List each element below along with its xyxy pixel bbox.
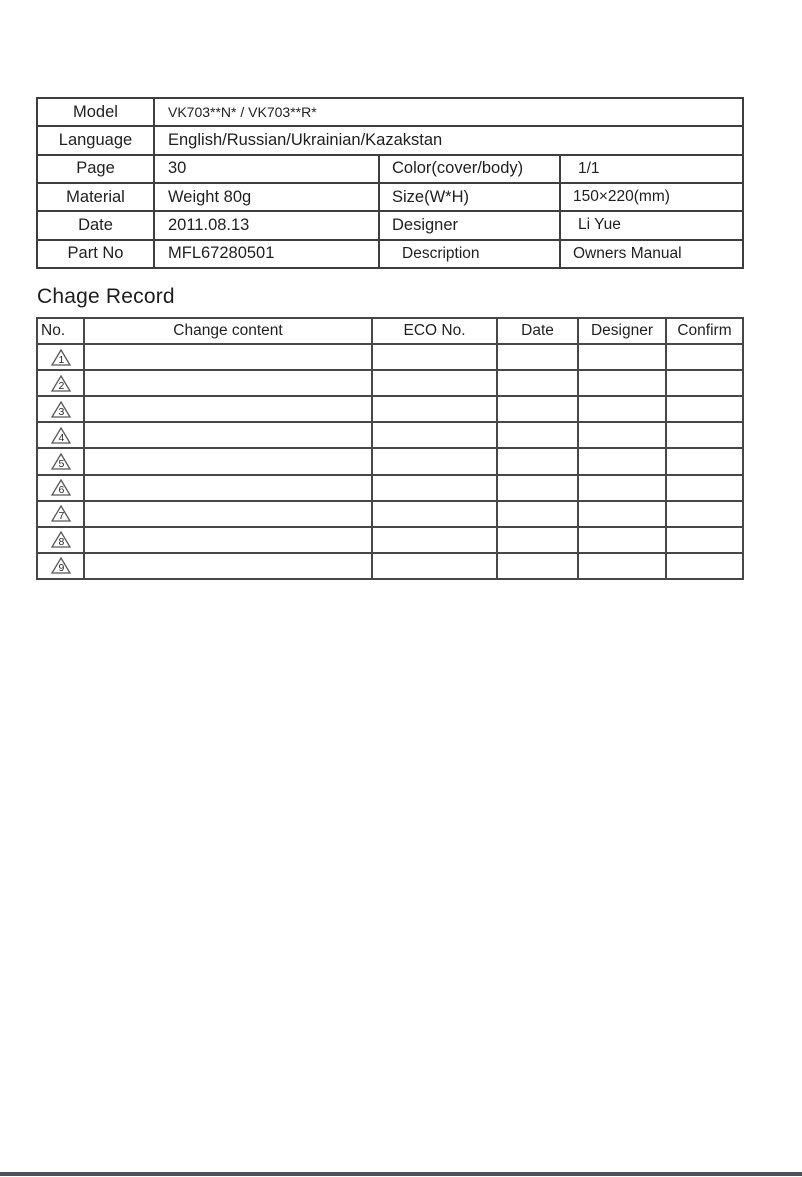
- spec-value-description: Owners Manual: [560, 240, 743, 268]
- designer-cell: [578, 448, 666, 474]
- designer-cell: [578, 527, 666, 553]
- revision-number-cell: [37, 501, 84, 527]
- revision-number-cell: [37, 527, 84, 553]
- date-cell: [497, 527, 578, 553]
- revision-triangle-icon: [51, 349, 71, 366]
- revision-number: 9: [57, 562, 64, 575]
- table-row: [37, 240, 743, 268]
- eco-no-cell: [372, 527, 497, 553]
- date-cell: [497, 501, 578, 527]
- spec-label-material: Material: [37, 183, 154, 211]
- revision-number: 6: [57, 484, 64, 497]
- table-row: [37, 475, 743, 501]
- spec-value-designer: Li Yue: [560, 211, 743, 239]
- table-row: [37, 396, 743, 422]
- change-content-cell: [84, 501, 372, 527]
- revision-number: 4: [57, 432, 64, 444]
- spec-value-material: Weight 80g: [154, 183, 379, 211]
- spec-label-page: Page: [37, 155, 154, 183]
- revision-number: 8: [57, 536, 64, 549]
- revision-number: 1: [57, 353, 64, 366]
- designer-cell: [578, 396, 666, 422]
- table-row: [37, 183, 743, 211]
- revision-number-cell: [37, 344, 84, 370]
- revision-triangle-icon: [51, 453, 71, 470]
- designer-cell: [578, 475, 666, 501]
- revision-triangle-icon: [51, 557, 71, 574]
- change-content-cell: [84, 448, 372, 474]
- change-content-cell: [84, 396, 372, 422]
- spec-label-model: Model: [37, 98, 154, 126]
- header-designer: Designer: [578, 318, 666, 344]
- table-row: [37, 553, 743, 579]
- spec-value-language: English/Russian/Ukrainian/Kazakstan: [154, 126, 743, 154]
- designer-cell: [578, 370, 666, 396]
- eco-no-cell: [372, 422, 497, 448]
- change-content-cell: [84, 344, 372, 370]
- designer-cell: [578, 553, 666, 579]
- table-row: [37, 211, 743, 239]
- revision-number-cell: [37, 553, 84, 579]
- designer-cell: [578, 344, 666, 370]
- revision-triangle-icon: [51, 505, 71, 522]
- header-confirm: Confirm: [666, 318, 743, 344]
- change-content-cell: [84, 370, 372, 396]
- spec-label-date: Date: [37, 211, 154, 239]
- eco-no-cell: [372, 553, 497, 579]
- spec-value-size: 150×220(mm): [560, 183, 743, 211]
- revision-number: 7: [57, 510, 64, 523]
- revision-number: 2: [57, 379, 64, 392]
- date-cell: [497, 344, 578, 370]
- eco-no-cell: [372, 475, 497, 501]
- designer-cell: [578, 501, 666, 527]
- table-row: [37, 448, 743, 474]
- confirm-cell: [666, 344, 743, 370]
- spec-value-color: 1/1: [560, 155, 743, 183]
- table-header-row: [37, 318, 743, 344]
- change-content-cell: [84, 475, 372, 501]
- spec-label-size: Size(W*H): [379, 183, 560, 211]
- spec-label-designer: Designer: [379, 211, 560, 239]
- revision-triangle-icon: [51, 427, 71, 444]
- change-content-cell: [84, 553, 372, 579]
- revision-number-cell: [37, 370, 84, 396]
- change-content-cell: [84, 527, 372, 553]
- confirm-cell: [666, 553, 743, 579]
- eco-no-cell: [372, 501, 497, 527]
- table-row: [37, 370, 743, 396]
- table-row: [37, 501, 743, 527]
- revision-number: 3: [57, 405, 64, 418]
- revision-number-cell: [37, 448, 84, 474]
- spec-value-model: VK703**N* / VK703**R*: [154, 98, 743, 126]
- spec-label-partno: Part No: [37, 240, 154, 268]
- change-record-table: [36, 317, 744, 580]
- date-cell: [497, 396, 578, 422]
- revision-triangle-icon: [51, 479, 71, 496]
- spec-label-color: Color(cover/body): [379, 155, 560, 183]
- spec-value-date: 2011.08.13: [154, 211, 379, 239]
- revision-number-cell: [37, 475, 84, 501]
- table-row: [37, 422, 743, 448]
- spec-value-page: 30: [154, 155, 379, 183]
- date-cell: [497, 475, 578, 501]
- designer-cell: [578, 422, 666, 448]
- page-bottom-rule: [0, 1172, 802, 1176]
- confirm-cell: [666, 396, 743, 422]
- section-title: Chage Record: [37, 285, 175, 308]
- spec-label-language: Language: [37, 126, 154, 154]
- confirm-cell: [666, 422, 743, 448]
- eco-no-cell: [372, 344, 497, 370]
- revision-number: 5: [57, 458, 64, 470]
- revision-number-cell: [37, 396, 84, 422]
- date-cell: [497, 553, 578, 579]
- table-row: [37, 527, 743, 553]
- spec-value-partno: MFL67280501: [154, 240, 379, 268]
- confirm-cell: [666, 370, 743, 396]
- header-date: Date: [497, 318, 578, 344]
- revision-triangle-icon: [51, 401, 71, 418]
- spec-table: [36, 97, 744, 269]
- eco-no-cell: [372, 370, 497, 396]
- spec-label-description: Description: [379, 240, 560, 268]
- confirm-cell: [666, 527, 743, 553]
- eco-no-cell: [372, 396, 497, 422]
- date-cell: [497, 448, 578, 474]
- revision-triangle-icon: [51, 375, 71, 392]
- table-row: [37, 98, 743, 126]
- revision-triangle-icon: [51, 531, 71, 548]
- header-change-content: Change content: [84, 318, 372, 344]
- change-content-cell: [84, 422, 372, 448]
- header-eco-no: ECO No.: [372, 318, 497, 344]
- header-no: No.: [37, 318, 84, 344]
- table-row: [37, 126, 743, 154]
- revision-number-cell: [37, 422, 84, 448]
- confirm-cell: [666, 448, 743, 474]
- table-row: [37, 155, 743, 183]
- table-row: [37, 344, 743, 370]
- date-cell: [497, 422, 578, 448]
- confirm-cell: [666, 501, 743, 527]
- eco-no-cell: [372, 448, 497, 474]
- date-cell: [497, 370, 578, 396]
- confirm-cell: [666, 475, 743, 501]
